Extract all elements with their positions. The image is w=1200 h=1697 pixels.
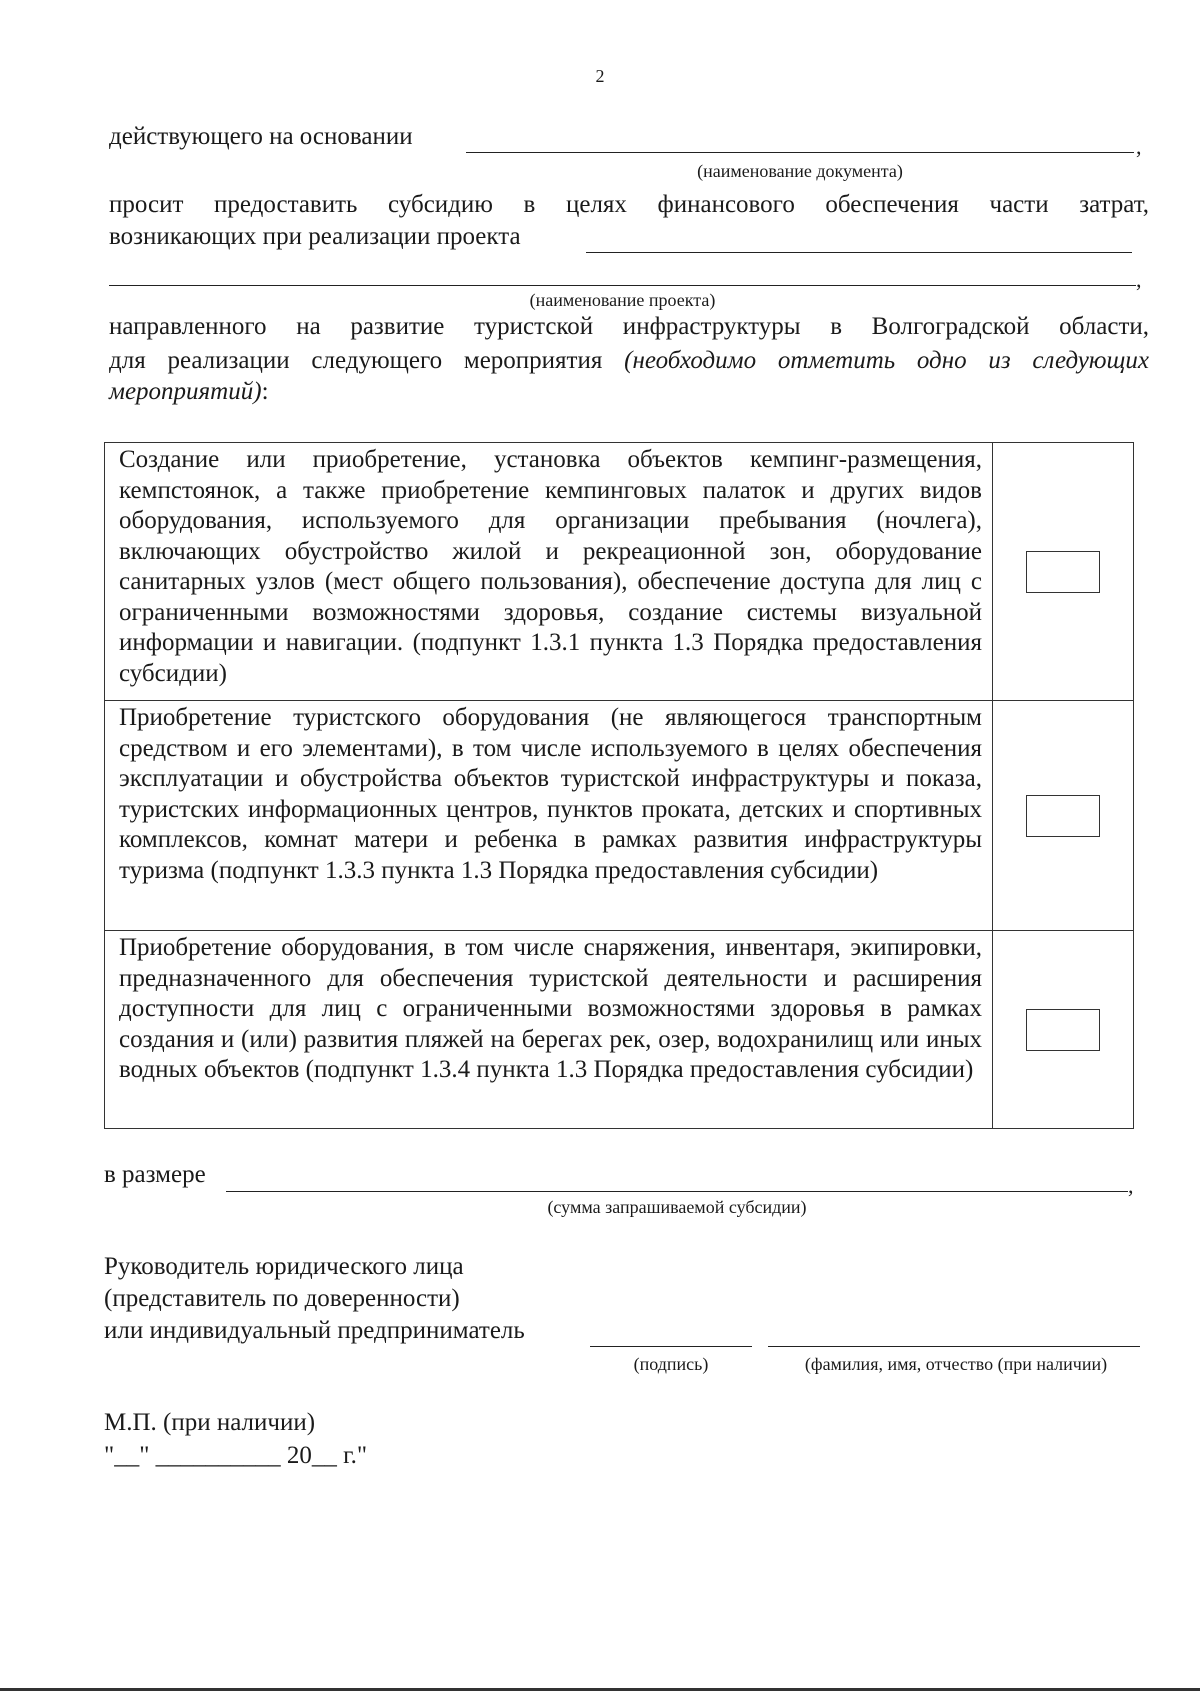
measure-text-1: Создание или приобретение, установка объектов кемпинг-размещения, кемпстоянок, а также приобретение кемпинговых палаток и других видов оборудования, используемого для организации пребывания (ночлега), включающих обустройство жилой и рекреационной зон, оборудование санитарных узлов (мест общего пользования), обеспечение доступа для лиц с ограниченными возможностями здоровья, создание системы визуальной информации и навигации. (подпункт 1.3.1 пункта 1.3 Порядка предоставления субсидии)	[105, 443, 993, 700]
page-number: 2	[595, 66, 605, 86]
full-name-caption: (фамилия, имя, отчество (при наличии)	[804, 1354, 1108, 1374]
project-name-field-1[interactable]	[586, 252, 1132, 253]
measure-check-cell-1	[993, 443, 1133, 700]
basis-comma: ,	[1136, 134, 1142, 159]
full-name-field[interactable]	[768, 1346, 1140, 1347]
measure-checkbox-2[interactable]	[1026, 795, 1100, 837]
request-line-1: просит предоставить субсидию в целях финансового обеспечения части затрат,	[109, 191, 1149, 218]
signatory-line-1: Руководитель юридического лица	[104, 1253, 464, 1280]
measure-row-3	[105, 930, 1133, 1128]
purpose-line-2-italic: (необходимо отметить одно из следующих	[624, 347, 1149, 374]
purpose-line-2-plain: для реализации следующего мероприятия	[109, 347, 625, 374]
measure-checkbox-1[interactable]	[1026, 551, 1100, 593]
measure-text-3: Приобретение оборудования, в том числе снаряжения, инвентаря, экипировки, предназначенного для обеспечения туристской деятельности и расширения доступности для лиц с ограниченными возможностями здоровья в рамках создания и (или) развития пляжей на берегах рек, озер, водохранилищ или иных водных объектов (подпункт 1.3.4 пункта 1.3 Порядка предоставления субсидии)	[105, 931, 993, 1128]
amount-field[interactable]	[226, 1191, 1128, 1192]
measure-text-2: Приобретение туристского оборудования (не являющегося транспортным средством и его элементами), в том числе используемого в целях обеспечения эксплуатации и обустройства объектов туристской инфраструктуры и показа, туристских информационных центров, пунктов проката, детских и спортивных комплексов, комнат матери и ребенка в рамках развития инфраструктуры туризма (подпункт 1.3.3 пункта 1.3 Порядка предоставления субсидии)	[105, 701, 993, 930]
signature-field[interactable]	[590, 1346, 752, 1347]
purpose-line-1: направленного на развитие туристской инфраструктуры в Волгоградской области,	[109, 313, 1149, 340]
measures-table	[104, 442, 1134, 1129]
project-caption: (наименование проекта)	[529, 290, 716, 310]
measure-row-2	[105, 700, 1133, 930]
basis-document-field[interactable]	[466, 152, 1134, 153]
measure-checkbox-3[interactable]	[1026, 1009, 1100, 1051]
purpose-line-3-italic: мероприятий)	[109, 378, 262, 405]
purpose-line-2	[109, 346, 1149, 376]
signatory-line-3: или индивидуальный предприниматель	[104, 1317, 525, 1344]
date-line: "__" __________ 20__ г."	[104, 1442, 368, 1469]
measure-row-1	[105, 443, 1133, 700]
measure-check-cell-3	[993, 931, 1133, 1128]
project-name-field-2[interactable]	[109, 285, 1136, 286]
request-line-2: возникающих при реализации проекта	[109, 223, 521, 250]
amount-label: в размере	[104, 1161, 206, 1188]
signature-caption: (подпись)	[633, 1354, 709, 1374]
amount-caption: (сумма запрашиваемой субсидии)	[547, 1197, 807, 1217]
measure-check-cell-2	[993, 701, 1133, 930]
stamp-label: М.П. (при наличии)	[104, 1409, 316, 1436]
amount-comma: ,	[1128, 1173, 1134, 1198]
purpose-line-3-tail: :	[261, 378, 269, 405]
project-comma: ,	[1136, 267, 1142, 292]
basis-caption: (наименование документа)	[697, 161, 903, 181]
signatory-line-2: (представитель по доверенности)	[104, 1285, 460, 1312]
bottom-border	[0, 1688, 1200, 1691]
basis-label: действующего на основании	[109, 123, 413, 150]
purpose-line-3	[109, 377, 269, 407]
